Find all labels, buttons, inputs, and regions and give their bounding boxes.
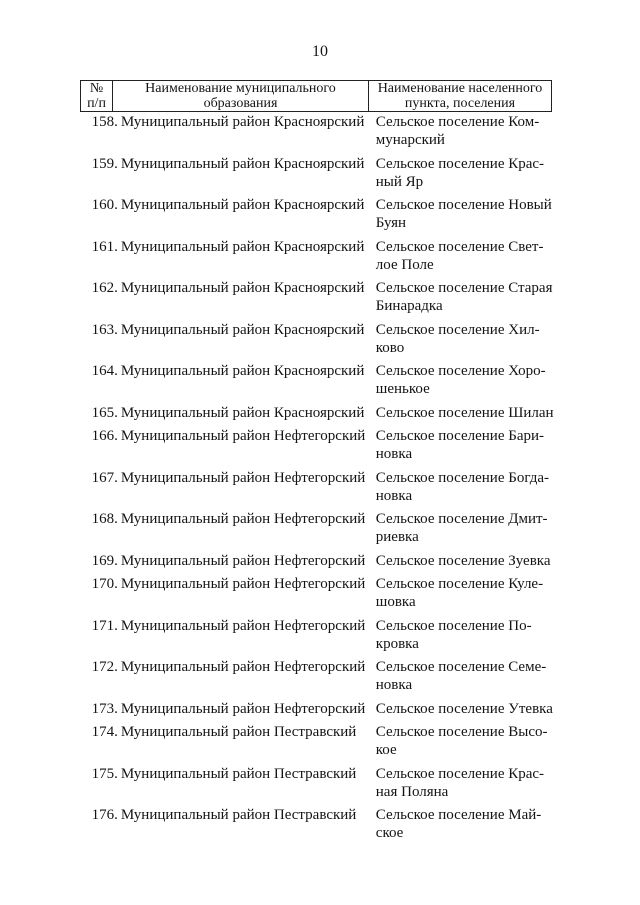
header-settlement-line: пункта, поселения [404,96,516,111]
header-number-line: № [89,81,104,96]
row-settlement [376,575,560,611]
row-number: 170. [91,576,118,592]
header-municipality-line: образования [203,96,278,111]
row-settlement [376,617,560,653]
table-row [80,765,560,801]
row-settlement [376,362,560,398]
row-municipality: Муниципальный район Красноярский [120,321,365,338]
row-settlement-line: ково [375,339,405,356]
header-municipality-cell [113,81,369,111]
row-settlement-line: Бинарадка [375,298,443,314]
table-row [80,723,560,759]
header-municipality-line: Наименование муниципального [145,81,336,96]
row-settlement-line: Сельское поселение Май- [375,807,542,823]
row-settlement-line: Сельское поселение Утевка [375,700,553,717]
table-row [80,155,560,191]
header-settlement-cell [369,81,551,111]
row-municipality: Муниципальный район Нефтегорский [120,576,366,592]
row-number: 172. [91,659,118,675]
row-number: 171. [91,617,118,634]
row-municipality: Муниципальный район Пестравский [120,765,357,782]
row-number: 158. [91,114,118,130]
row-settlement-line: шенькое [375,381,430,397]
row-settlement-line: ная Поляна [375,783,449,800]
row-municipality: Муниципальный район Красноярский [120,238,365,255]
row-settlement-line: риевка [375,529,419,545]
table-row [80,404,560,422]
row-settlement-line: новка [375,446,413,462]
row-settlement-line: новка [375,677,413,693]
row-settlement-line: кое [375,742,397,758]
row-number: 161. [91,238,118,255]
table-row [80,321,560,357]
row-settlement [376,404,560,422]
table-row [80,806,560,842]
row-municipality: Муниципальный район Нефтегорский [120,617,366,634]
row-number: 173. [91,700,118,717]
row-settlement [376,658,560,694]
row-settlement [376,155,560,191]
row-settlement-line: лое Поле [375,256,434,273]
table-row [80,575,560,611]
row-settlement [376,238,560,274]
table-row [80,362,560,398]
table-row [80,469,560,505]
row-number: 176. [91,807,118,823]
table-row [80,279,560,315]
row-settlement [376,723,560,759]
row-number: 168. [91,511,118,527]
row-settlement-line: ный Яр [375,173,424,190]
row-settlement-line: Сельское поселение Дмит- [375,511,548,527]
row-settlement-line: Сельское поселение Бари- [375,428,545,444]
row-settlement-line: Сельское поселение Семе- [375,659,547,675]
row-settlement-line: мунарский [375,132,445,148]
row-number: 169. [91,552,118,569]
table-row [80,617,560,653]
row-settlement-line: кровка [375,635,419,652]
row-municipality: Муниципальный район Нефтегорский [120,469,366,486]
table-header [80,80,552,112]
row-settlement [376,196,560,232]
row-settlement-line: Сельское поселение Шилан [375,404,554,421]
row-settlement [376,700,560,718]
row-number: 174. [91,724,118,740]
row-municipality: Муниципальный район Нефтегорский [120,428,366,444]
table-row [80,196,560,232]
table-row [80,510,560,546]
row-municipality: Муниципальный район Нефтегорский [120,511,366,527]
row-municipality: Муниципальный район Красноярский [120,197,365,213]
row-number: 165. [91,404,118,421]
header-number-line: п/п [87,96,106,111]
row-municipality: Муниципальный район Красноярский [120,155,365,172]
table-row [80,427,560,463]
row-settlement [376,765,560,801]
row-number: 167. [91,469,118,486]
row-settlement-line: ское [375,825,404,841]
row-number: 159. [91,155,118,172]
row-municipality: Муниципальный район Нефтегорский [120,659,366,675]
row-settlement-line: Сельское поселение Богда- [375,469,550,486]
row-settlement-line: Сельское поселение Крас- [375,155,545,172]
row-settlement-line: Сельское поселение Хил- [375,321,540,338]
row-settlement [376,279,560,315]
row-number: 163. [91,321,118,338]
row-settlement-line: Сельское поселение Свет- [375,238,544,255]
row-number: 162. [91,280,118,296]
row-settlement-line: Сельское поселение По- [375,617,532,634]
row-settlement-line: Сельское поселение Ком- [375,114,540,130]
row-settlement-line: Сельское поселение Куле- [375,576,544,592]
row-municipality: Муниципальный район Нефтегорский [120,552,366,569]
row-settlement [376,510,560,546]
row-settlement [376,113,560,149]
row-settlement [376,427,560,463]
row-number: 175. [91,765,118,782]
row-settlement-line: Сельское поселение Высо- [375,724,548,740]
header-number-cell [81,81,113,111]
table-body [80,113,560,848]
row-settlement [376,469,560,505]
table-row [80,658,560,694]
row-municipality: Муниципальный район Пестравский [120,807,357,823]
row-number: 160. [91,197,118,213]
row-settlement-line: Сельское поселение Зуевка [375,552,551,569]
page-number: 10 [312,43,328,60]
row-municipality: Муниципальный район Красноярский [120,280,365,296]
row-municipality: Муниципальный район Красноярский [120,363,365,379]
row-municipality: Муниципальный район Нефтегорский [120,700,366,717]
row-settlement-line: Сельское поселение Крас- [375,765,545,782]
row-municipality: Муниципальный район Красноярский [120,404,365,421]
row-settlement-line: Сельское поселение Старая [375,280,553,296]
row-settlement-line: Сельское поселение Хоро- [375,363,546,379]
table-row [80,552,560,570]
row-settlement-line: шовка [375,594,416,610]
row-municipality: Муниципальный район Красноярский [120,114,365,130]
row-number: 164. [91,363,118,379]
row-settlement-line: новка [375,487,413,504]
header-settlement-line: Наименование населенного [377,81,543,96]
row-settlement [376,321,560,357]
row-settlement-line: Буян [375,215,407,231]
row-number: 166. [91,428,118,444]
row-settlement [376,806,560,842]
table-row [80,113,560,149]
row-municipality: Муниципальный район Пестравский [120,724,357,740]
row-settlement-line: Сельское поселение Новый [375,197,552,213]
row-settlement [376,552,560,570]
table-row [80,700,560,718]
table-row [80,238,560,274]
